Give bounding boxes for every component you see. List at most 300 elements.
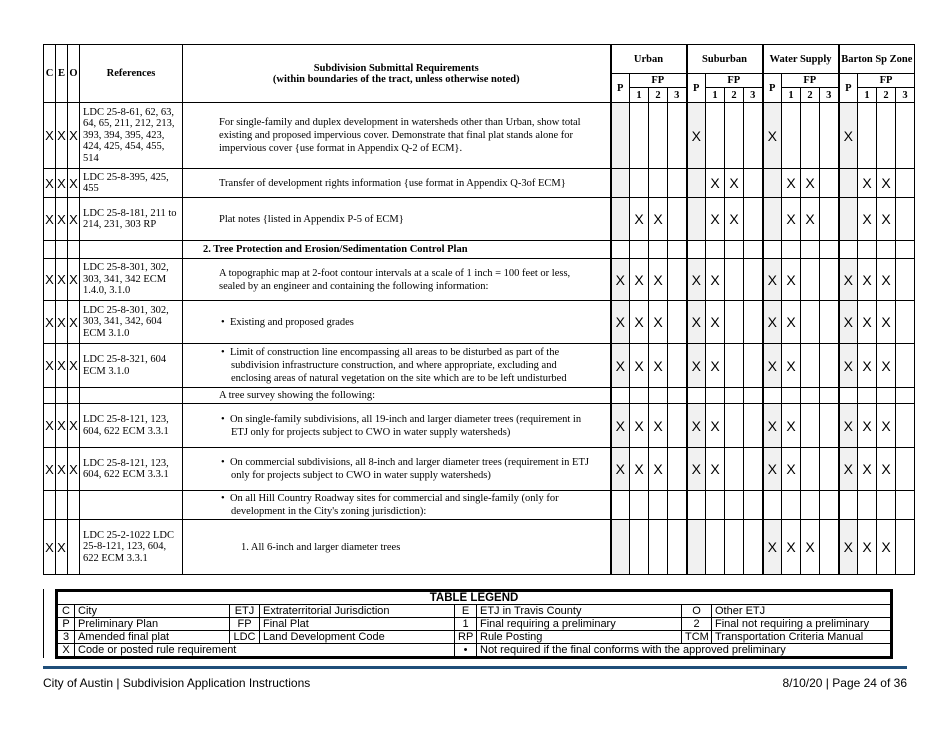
cell-e (56, 491, 68, 520)
cell-mark: X (763, 301, 782, 344)
requirement-text: A tree survey showing the following: (219, 390, 376, 401)
legend-code: P (57, 618, 75, 631)
header-fp: FP (706, 74, 763, 88)
cell-mark: X (706, 301, 725, 344)
cell-references: LDC 25-8-121, 123, 604, 622 ECM 3.3.1 (80, 404, 183, 448)
cell-mark (896, 198, 915, 241)
legend-text: Final not requiring a preliminary (712, 618, 892, 631)
header-zone-urban: Urban (611, 45, 687, 74)
cell-references (80, 388, 183, 404)
requirement-text: Plat notes {listed in Appendix P-5 of ECM} (219, 213, 404, 225)
cell-references: LDC 25-8-321, 604 ECM 3.1.0 (80, 344, 183, 388)
cell-mark: X (839, 259, 858, 301)
cell-mark: X (877, 448, 896, 491)
cell-mark (858, 241, 877, 259)
cell-mark (611, 491, 630, 520)
cell-mark (801, 103, 820, 169)
cell-mark (801, 344, 820, 388)
cell-mark: X (782, 404, 801, 448)
cell-references (80, 491, 183, 520)
cell-mark (839, 491, 858, 520)
header-c: C (44, 45, 56, 103)
legend-code: E (455, 605, 477, 618)
cell-e (56, 241, 68, 259)
cell-mark (820, 103, 839, 169)
cell-mark (611, 241, 630, 259)
cell-mark: X (839, 448, 858, 491)
cell-mark (611, 388, 630, 404)
cell-mark (782, 491, 801, 520)
requirement-text: Transfer of development rights information {use format in Appendix Q-3of ECM} (219, 177, 566, 189)
cell-mark (744, 259, 763, 301)
cell-mark: X (687, 259, 706, 301)
cell-mark (687, 520, 706, 575)
cell-e: X (56, 344, 68, 388)
cell-requirement: 2. Tree Protection and Erosion/Sedimentation Control Plan (183, 241, 611, 259)
cell-requirement (183, 388, 611, 404)
cell-mark: X (706, 259, 725, 301)
cell-mark (782, 241, 801, 259)
table-row (44, 448, 915, 491)
cell-o: X (68, 259, 80, 301)
cell-mark (820, 344, 839, 388)
footer-page-info: 8/10/20 | Page 24 of 36 (782, 676, 907, 690)
cell-mark (744, 301, 763, 344)
cell-mark (896, 388, 915, 404)
cell-mark (896, 103, 915, 169)
legend-code: X (57, 644, 75, 658)
cell-mark (630, 520, 649, 575)
cell-mark: X (801, 169, 820, 198)
cell-mark: X (877, 259, 896, 301)
table-row (44, 520, 915, 575)
legend-code: RP (455, 631, 477, 644)
legend-text: Preliminary Plan (75, 618, 230, 631)
cell-mark: X (649, 448, 668, 491)
legend-margin (43, 589, 55, 658)
table-row (44, 491, 915, 520)
cell-mark (630, 388, 649, 404)
header-fp-col: 1 (782, 88, 801, 103)
cell-mark: X (782, 198, 801, 241)
cell-mark (763, 388, 782, 404)
header-fp-col: 1 (706, 88, 725, 103)
table-body (44, 103, 915, 575)
requirement-bullet: • On all Hill Country Roadway sites for commercial and single-family (only for development in the City's zoning jurisdiction): (183, 492, 610, 518)
cell-mark (877, 491, 896, 520)
cell-mark: X (763, 103, 782, 169)
cell-mark (668, 169, 687, 198)
cell-mark (839, 198, 858, 241)
header-p: P (687, 74, 706, 103)
table-header (44, 45, 915, 103)
header-fp-col: 2 (649, 88, 668, 103)
header-fp: FP (782, 74, 839, 88)
cell-c: X (44, 404, 56, 448)
cell-mark (896, 520, 915, 575)
cell-mark: X (649, 301, 668, 344)
cell-mark (725, 491, 744, 520)
cell-mark: X (877, 404, 896, 448)
cell-mark (896, 259, 915, 301)
cell-mark: X (687, 344, 706, 388)
cell-requirement (183, 520, 611, 575)
legend-code: 3 (57, 631, 75, 644)
cell-mark (858, 103, 877, 169)
cell-mark (649, 169, 668, 198)
cell-mark (877, 388, 896, 404)
cell-mark (649, 241, 668, 259)
cell-mark (820, 388, 839, 404)
cell-references: LDC 25-8-301, 302, 303, 341, 342, 604 ECM 3.1.0 (80, 301, 183, 344)
cell-mark (687, 169, 706, 198)
cell-mark: X (687, 448, 706, 491)
legend-row (57, 618, 892, 631)
cell-mark: X (706, 448, 725, 491)
requirement-text: A topographic map at 2-foot contour intervals at a scale of 1 inch = 100 feet or less, sealed by an engineer and containing the following information: (219, 267, 571, 292)
cell-mark (896, 491, 915, 520)
cell-mark (839, 241, 858, 259)
legend-text: ETJ in Travis County (477, 605, 682, 618)
cell-requirement (183, 169, 611, 198)
cell-mark (839, 169, 858, 198)
cell-o (68, 388, 80, 404)
cell-mark: X (630, 198, 649, 241)
cell-mark (706, 241, 725, 259)
cell-mark (858, 491, 877, 520)
legend-code: LDC (230, 631, 260, 644)
header-requirements-line1: Subdivision Submittal Requirements (313, 62, 479, 74)
footer-divider (43, 666, 907, 669)
header-p: P (839, 74, 858, 103)
legend-text: City (75, 605, 230, 618)
cell-mark (744, 241, 763, 259)
cell-mark (611, 198, 630, 241)
cell-mark: X (858, 198, 877, 241)
cell-e: X (56, 259, 68, 301)
cell-mark (725, 520, 744, 575)
table-row (44, 301, 915, 344)
legend-code: O (682, 605, 712, 618)
requirements-table (43, 44, 915, 575)
cell-references: LDC 25-8-121, 123, 604, 622 ECM 3.3.1 (80, 448, 183, 491)
cell-mark: X (839, 404, 858, 448)
cell-e: X (56, 103, 68, 169)
cell-mark (820, 169, 839, 198)
cell-requirement (183, 198, 611, 241)
cell-mark (668, 259, 687, 301)
cell-mark (706, 388, 725, 404)
cell-mark (744, 103, 763, 169)
cell-mark (630, 169, 649, 198)
cell-o: X (68, 344, 80, 388)
cell-mark (744, 388, 763, 404)
legend-text: Final requiring a preliminary (477, 618, 682, 631)
cell-mark (611, 520, 630, 575)
cell-mark: X (839, 344, 858, 388)
legend-code: 1 (455, 618, 477, 631)
legend-code: 2 (682, 618, 712, 631)
cell-mark: X (706, 169, 725, 198)
cell-mark (763, 198, 782, 241)
cell-c: X (44, 301, 56, 344)
cell-mark: X (630, 344, 649, 388)
legend-text: Code or posted rule requirement (75, 644, 455, 658)
cell-mark: X (611, 448, 630, 491)
cell-e: X (56, 198, 68, 241)
cell-mark: X (839, 520, 858, 575)
header-e: E (56, 45, 68, 103)
cell-mark (858, 388, 877, 404)
cell-c (44, 491, 56, 520)
legend-text: Not required if the final conforms with the approved preliminary (477, 644, 892, 658)
header-requirements-line2: (within boundaries of the tract, unless otherwise noted) (272, 73, 520, 85)
legend-code: • (455, 644, 477, 658)
header-p: P (763, 74, 782, 103)
cell-mark: X (858, 448, 877, 491)
legend-code: ETJ (230, 605, 260, 618)
cell-e: X (56, 404, 68, 448)
header-fp-col: 3 (896, 88, 915, 103)
cell-mark (668, 241, 687, 259)
cell-mark: X (687, 103, 706, 169)
cell-mark: X (630, 404, 649, 448)
header-zone-barton: Barton Sp Zone (839, 45, 915, 74)
cell-mark: X (877, 520, 896, 575)
cell-c: X (44, 259, 56, 301)
cell-mark (649, 520, 668, 575)
cell-mark: X (801, 198, 820, 241)
cell-mark: X (782, 344, 801, 388)
cell-mark (896, 404, 915, 448)
header-fp-col: 1 (630, 88, 649, 103)
cell-requirement (183, 404, 611, 448)
cell-mark (649, 388, 668, 404)
requirement-bullet: • Limit of construction line encompassing all areas to be disturbed as part of the subdivision infrastructure construction, and where appropriate, excluding and enclosing areas of natural vegetation on the site which are to be left undisturbed (183, 346, 610, 385)
cell-mark: X (649, 404, 668, 448)
cell-mark (763, 491, 782, 520)
cell-mark (782, 388, 801, 404)
cell-mark: X (725, 169, 744, 198)
legend-code: FP (230, 618, 260, 631)
cell-mark (801, 241, 820, 259)
cell-c: X (44, 198, 56, 241)
cell-mark: X (706, 344, 725, 388)
cell-mark (896, 241, 915, 259)
cell-mark (687, 198, 706, 241)
requirement-text: For single-family and duplex development in watersheds other than Urban, show total existing and proposed impervious cover. Demonstrate that final plat stands alone for impervious cover {use format in Appendix Q-2 of ECM}. (219, 117, 581, 154)
cell-mark: X (763, 259, 782, 301)
legend-text: Extraterritorial Jurisdiction (260, 605, 455, 618)
cell-mark (801, 448, 820, 491)
header-fp-col: 2 (725, 88, 744, 103)
cell-mark (877, 103, 896, 169)
header-zone-water-supply: Water Supply (763, 45, 839, 74)
cell-mark (820, 491, 839, 520)
cell-mark: X (611, 301, 630, 344)
cell-mark: X (611, 404, 630, 448)
cell-mark: X (725, 198, 744, 241)
cell-mark: X (630, 301, 649, 344)
cell-o: X (68, 448, 80, 491)
header-fp: FP (630, 74, 687, 88)
legend-code: TCM (682, 631, 712, 644)
table-row (44, 344, 915, 388)
cell-mark: X (763, 520, 782, 575)
cell-mark: X (839, 301, 858, 344)
table-row (44, 259, 915, 301)
legend-title: TABLE LEGEND (57, 591, 892, 605)
cell-mark (820, 241, 839, 259)
cell-o: X (68, 301, 80, 344)
cell-mark: X (630, 259, 649, 301)
cell-e: X (56, 520, 68, 575)
requirement-numbered: 1. All 6-inch and larger diameter trees (241, 541, 401, 553)
cell-mark: X (782, 301, 801, 344)
header-fp-col: 3 (820, 88, 839, 103)
cell-o: X (68, 198, 80, 241)
cell-requirement (183, 344, 611, 388)
cell-mark (801, 404, 820, 448)
cell-mark: X (877, 344, 896, 388)
header-fp: FP (858, 74, 915, 88)
cell-mark: X (858, 344, 877, 388)
cell-references: LDC 25-8-301, 302, 303, 341, 342 ECM 1.4.0, 3.1.0 (80, 259, 183, 301)
cell-mark: X (782, 169, 801, 198)
cell-mark (668, 520, 687, 575)
cell-mark (668, 103, 687, 169)
legend-text: Other ETJ (712, 605, 892, 618)
requirement-bullet: • On single-family subdivisions, all 19-inch and larger diameter trees (requirement in ETJ only for projects subject to CWO in water supply watersheds) (183, 413, 610, 439)
cell-o: X (68, 169, 80, 198)
cell-mark (744, 520, 763, 575)
cell-mark: X (706, 198, 725, 241)
cell-mark (896, 301, 915, 344)
cell-mark (744, 198, 763, 241)
header-fp-col: 3 (668, 88, 687, 103)
cell-c: X (44, 520, 56, 575)
cell-mark (706, 520, 725, 575)
cell-c (44, 388, 56, 404)
legend-row (57, 631, 892, 644)
header-p: P (611, 74, 630, 103)
cell-mark (820, 259, 839, 301)
cell-mark (782, 103, 801, 169)
cell-mark (668, 404, 687, 448)
table-row (44, 198, 915, 241)
cell-mark (744, 448, 763, 491)
cell-mark (801, 491, 820, 520)
cell-mark (820, 520, 839, 575)
cell-mark (725, 404, 744, 448)
cell-mark: X (649, 259, 668, 301)
cell-o (68, 241, 80, 259)
cell-references: LDC 25-8-181, 211 to 214, 231, 303 RP (80, 198, 183, 241)
cell-mark: X (782, 520, 801, 575)
cell-o (68, 491, 80, 520)
cell-mark (668, 344, 687, 388)
cell-mark: X (782, 259, 801, 301)
cell-c (44, 241, 56, 259)
cell-mark (630, 491, 649, 520)
cell-references: LDC 25-2-1022 LDC 25-8-121, 123, 604, 622 ECM 3.3.1 (80, 520, 183, 575)
cell-mark: X (858, 520, 877, 575)
cell-mark (725, 448, 744, 491)
cell-mark (649, 103, 668, 169)
legend-code: C (57, 605, 75, 618)
cell-mark: X (763, 448, 782, 491)
header-fp-col: 2 (801, 88, 820, 103)
cell-mark: X (801, 520, 820, 575)
table-row (44, 169, 915, 198)
cell-requirement (183, 448, 611, 491)
cell-references: LDC 25-8-395, 425, 455 (80, 169, 183, 198)
cell-mark: X (649, 198, 668, 241)
cell-mark (896, 169, 915, 198)
cell-mark (630, 241, 649, 259)
cell-mark: X (858, 404, 877, 448)
cell-o: X (68, 404, 80, 448)
cell-mark (896, 448, 915, 491)
cell-mark: X (877, 301, 896, 344)
cell-mark: X (839, 103, 858, 169)
cell-mark (668, 448, 687, 491)
legend-row (57, 644, 892, 658)
cell-mark (611, 169, 630, 198)
legend-text: Land Development Code (260, 631, 455, 644)
cell-mark (668, 388, 687, 404)
cell-mark (630, 103, 649, 169)
cell-references (80, 241, 183, 259)
cell-mark (687, 491, 706, 520)
cell-mark: X (630, 448, 649, 491)
cell-mark: X (706, 404, 725, 448)
cell-mark (706, 491, 725, 520)
cell-mark: X (877, 169, 896, 198)
cell-c: X (44, 169, 56, 198)
cell-mark: X (782, 448, 801, 491)
header-requirements (183, 45, 611, 103)
cell-mark: X (611, 344, 630, 388)
cell-mark (706, 103, 725, 169)
header-zone-suburban: Suburban (687, 45, 763, 74)
cell-mark (763, 241, 782, 259)
cell-mark: X (858, 169, 877, 198)
cell-requirement (183, 259, 611, 301)
footer-doc-title: City of Austin | Subdivision Application Instructions (43, 676, 311, 690)
requirement-bullet: • On commercial subdivisions, all 8-inch and larger diameter trees (requirement in ETJ only for projects subject to CWO in water supply watersheds) (183, 456, 610, 482)
header-o: O (68, 45, 80, 103)
table-row (44, 388, 915, 404)
cell-e: X (56, 301, 68, 344)
cell-o (68, 520, 80, 575)
cell-mark (744, 169, 763, 198)
cell-mark (896, 344, 915, 388)
cell-mark (668, 198, 687, 241)
cell-mark: X (611, 259, 630, 301)
legend-text: Rule Posting (477, 631, 682, 644)
legend-text: Amended final plat (75, 631, 230, 644)
cell-mark (725, 344, 744, 388)
cell-mark (820, 301, 839, 344)
cell-mark: X (649, 344, 668, 388)
cell-e: X (56, 448, 68, 491)
cell-mark (839, 388, 858, 404)
cell-mark: X (687, 301, 706, 344)
cell-mark (744, 404, 763, 448)
cell-mark (801, 259, 820, 301)
cell-e: X (56, 169, 68, 198)
